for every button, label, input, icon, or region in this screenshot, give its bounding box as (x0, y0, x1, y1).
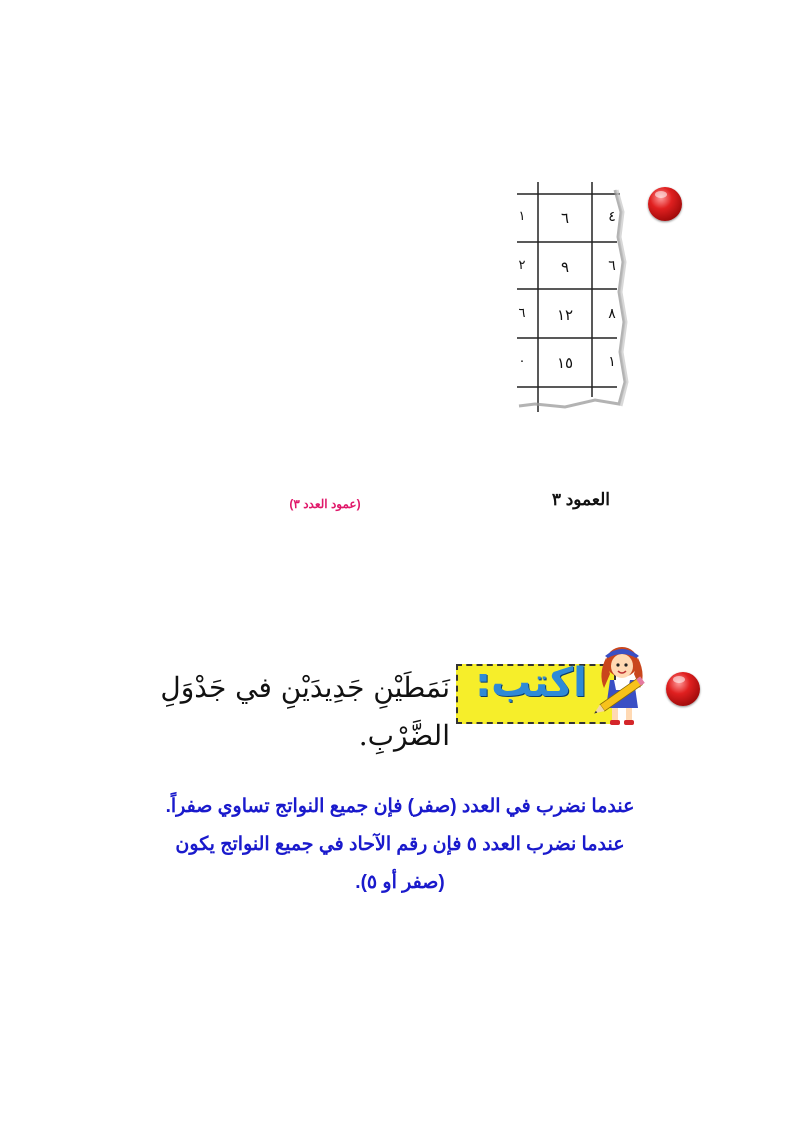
table-cell: ٦ (518, 306, 526, 321)
write-label: اكتب: (475, 660, 587, 706)
table-cell: ٩ (560, 258, 570, 276)
table-cell: ٦ (608, 258, 616, 274)
table-cell: ١ (608, 354, 616, 370)
table-cell: ٢ (518, 258, 526, 273)
table-cell: ١٥ (556, 354, 574, 372)
table-cell: ٤ (608, 209, 616, 225)
answer-line: عندما نضرب في العدد (صفر) فإن جميع النواتج تساوي صفراً. (165, 796, 635, 817)
answer-column-note: (عمود العدد ٣) (289, 497, 361, 511)
table-cell: ٨ (608, 306, 616, 322)
answer-line: (صفر أو ٥). (355, 872, 445, 893)
multiplication-table-fragment (505, 182, 630, 414)
table-cell: ٦ (560, 209, 570, 227)
exercise-14-badge (666, 672, 700, 706)
answer-line: عندما نضرب العدد ٥ فإن رقم الآحاد في جميع النواتج يكون (175, 834, 625, 855)
table-cell: ٠ (518, 354, 526, 369)
exercise-14-instruction: نَمَطَيْنِ جَدِيدَيْنِ في جَدْوَلِ الضَّرْبِ. (160, 671, 450, 752)
exercise-14-answer (90, 788, 710, 902)
table-cell: ١٢ (556, 306, 574, 324)
answer-column-label: العمود ٣ (551, 490, 610, 509)
table-cell: ١ (518, 209, 526, 224)
girl-with-pencil-icon (592, 644, 652, 726)
exercise-13-badge (648, 187, 682, 221)
